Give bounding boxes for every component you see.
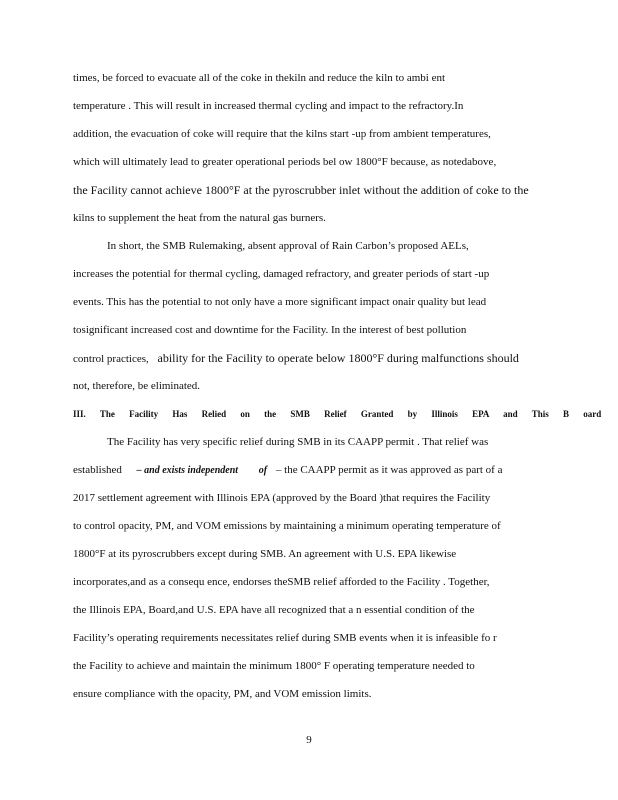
- text-line: 1800°F at its pyroscrubbers except during SMB. An agreement with U.S. EPA likewise: [73, 548, 457, 560]
- text-line: times, be forced to evacuate all of the coke in thekiln and reduce the kiln to ambi ent: [73, 72, 446, 84]
- text-fragment: – the CAAPP permit as it was approved as part of a: [275, 464, 503, 476]
- text-line: Facility’s operating requirements necessitates relief during SMB events when it is infeasible fo r: [73, 632, 497, 644]
- text-line: tosignificant increased cost and downtime for the Facility. In the interest of best pollution: [73, 324, 467, 336]
- text-line: to control opacity, PM, and VOM emissions by maintaining a minimum operating temperature of: [73, 520, 501, 532]
- text-line: incorporates,and as a consequ ence, endorses theSMB relief afforded to the Facility . Together,: [73, 576, 490, 588]
- page-number: 9: [306, 734, 312, 746]
- text-fragment: established: [73, 464, 122, 476]
- text-line: events. This has the potential to not only have a more significant impact onair quality but lead: [73, 296, 487, 308]
- text-line: the Facility to achieve and maintain the minimum 1800° F operating temperature needed to: [73, 660, 475, 672]
- text-line: ensure compliance with the opacity, PM, and VOM emission limits.: [73, 688, 372, 700]
- text-fragment: control practices,: [73, 353, 149, 365]
- text-line: the Illinois EPA, Board,and U.S. EPA have all recognized that a n essential condition of the: [73, 604, 475, 616]
- text-line: kilns to supplement the heat from the natural gas burners.: [73, 212, 326, 224]
- text-line: which will ultimately lead to greater operational periods bel ow 1800°F because, as notedabove,: [73, 156, 497, 168]
- text-line: [73, 351, 543, 366]
- text-fragment: of: [258, 465, 268, 476]
- text-line: 2017 settlement agreement with Illinois EPA (approved by the Board )that requires the Facility: [73, 492, 491, 504]
- text-line: temperature . This will result in increased thermal cycling and impact to the refractory.In: [73, 100, 464, 112]
- text-line: The Facility has very specific relief during SMB in its CAAPP permit . That relief was: [107, 436, 489, 448]
- text-fragment: ability for the Facility to operate below 1800°F during malfunctions should: [157, 351, 519, 365]
- text-line: the Facility cannot achieve 1800°F at the pyroscrubber inlet without the addition of coke to the: [73, 183, 529, 197]
- text-line: increases the potential for thermal cycling, damaged refractory, and greater periods of start -up: [73, 268, 490, 280]
- text-line: [73, 463, 543, 478]
- text-line: not, therefore, be eliminated.: [73, 380, 201, 392]
- text-line: addition, the evacuation of coke will require that the kilns start -up from ambient temperatures,: [73, 128, 491, 140]
- section-heading: III. The Facility Has Relied on the SMB Relief Granted by Illinois EPA and This B oard: [73, 409, 602, 419]
- text-fragment: – and exists independent: [136, 465, 239, 476]
- text-line: In short, the SMB Rulemaking, absent approval of Rain Carbon’s proposed AELs,: [107, 240, 469, 252]
